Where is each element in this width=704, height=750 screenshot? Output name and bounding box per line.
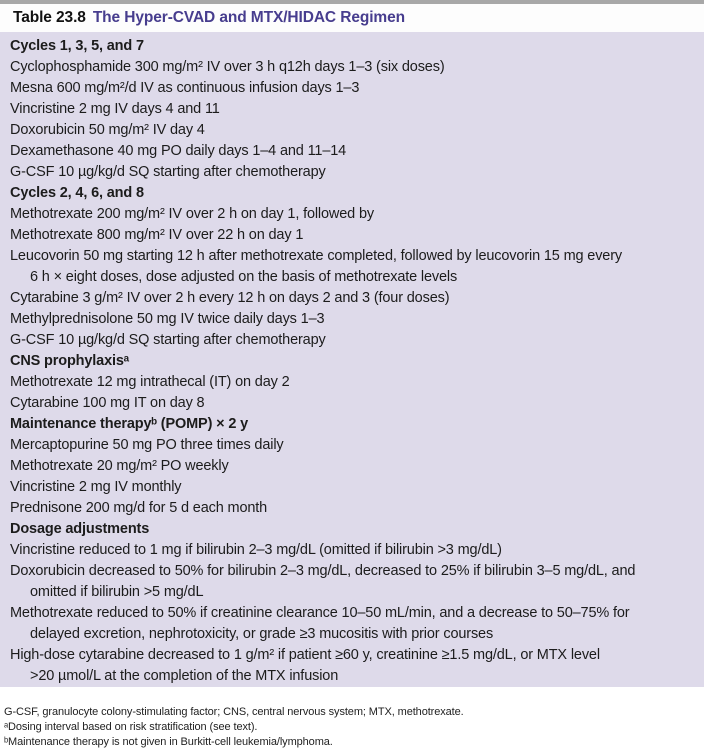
table-row: Cytarabine 3 g/m² IV over 2 h every 12 h on days 2 and 3 (four doses) bbox=[10, 290, 450, 306]
table-row: Methotrexate 800 mg/m² IV over 22 h on day 1 bbox=[10, 227, 304, 243]
table-footnotes bbox=[0, 705, 704, 750]
footnote: ᵇMaintenance therapy is not given in Burkitt-cell leukemia/lymphoma. bbox=[4, 736, 333, 748]
table-row: Leucovorin 50 mg starting 12 h after methotrexate completed, followed by leucovorin 15 mg every bbox=[10, 248, 623, 264]
section-header-row: Cycles 2, 4, 6, and 8 bbox=[10, 185, 144, 201]
table-row: Prednisone 200 mg/d for 5 d each month bbox=[10, 500, 268, 516]
table-row: G-CSF 10 µg/kg/d SQ starting after chemotherapy bbox=[10, 332, 326, 348]
table-row: Doxorubicin 50 mg/m² IV day 4 bbox=[10, 122, 205, 138]
table-row: delayed excretion, nephrotoxicity, or grade ≥3 mucositis with prior courses bbox=[30, 626, 494, 642]
section-header-row: Dosage adjustments bbox=[10, 521, 150, 537]
table-row: Methotrexate 12 mg intrathecal (IT) on day 2 bbox=[10, 374, 290, 390]
footnote: ᵃDosing interval based on risk stratification (see text). bbox=[4, 721, 258, 733]
section-header-row: Maintenance therapyᵇ (POMP) × 2 y bbox=[10, 416, 249, 432]
table-row: Mercaptopurine 50 mg PO three times daily bbox=[10, 437, 284, 453]
table-row: Methylprednisolone 50 mg IV twice daily days 1–3 bbox=[10, 311, 325, 327]
table-row: Vincristine 2 mg IV days 4 and 11 bbox=[10, 101, 220, 117]
table-row: 6 h × eight doses, dose adjusted on the basis of methotrexate levels bbox=[30, 269, 458, 285]
table-row: Cyclophosphamide 300 mg/m² IV over 3 h q12h days 1–3 (six doses) bbox=[10, 59, 445, 75]
table-row: High-dose cytarabine decreased to 1 g/m² if patient ≥60 y, creatinine ≥1.5 mg/dL, or MTX level bbox=[10, 647, 600, 663]
table-row: Cytarabine 100 mg IT on day 8 bbox=[10, 395, 205, 411]
table-row: Methotrexate 200 mg/m² IV over 2 h on day 1, followed by bbox=[10, 206, 374, 222]
table-row: Methotrexate reduced to 50% if creatinine clearance 10–50 mL/min, and a decrease to 50–75% for bbox=[10, 605, 630, 621]
table-title: The Hyper-CVAD and MTX/HIDAC Regimen bbox=[92, 9, 405, 26]
table-row: omitted if bilirubin >5 mg/dL bbox=[30, 584, 204, 600]
table-header bbox=[0, 4, 704, 32]
table-row: Methotrexate 20 mg/m² PO weekly bbox=[10, 458, 229, 474]
table-body bbox=[0, 32, 704, 687]
table-row: Vincristine reduced to 1 mg if bilirubin 2–3 mg/dL (omitted if bilirubin >3 mg/dL) bbox=[10, 542, 502, 558]
table-row: Mesna 600 mg/m²/d IV as continuous infusion days 1–3 bbox=[10, 80, 360, 96]
section-header-row: Cycles 1, 3, 5, and 7 bbox=[10, 38, 144, 54]
table-number-label: Table 23.8 bbox=[13, 9, 86, 26]
table-row: Dexamethasone 40 mg PO daily days 1–4 and 11–14 bbox=[10, 143, 347, 159]
table-row: Doxorubicin decreased to 50% for bilirubin 2–3 mg/dL, decreased to 25% if bilirubin 3–5 mg/dL, and bbox=[10, 563, 636, 579]
table-row: G-CSF 10 µg/kg/d SQ starting after chemotherapy bbox=[10, 164, 326, 180]
table-row: Vincristine 2 mg IV monthly bbox=[10, 479, 182, 495]
section-header-row: CNS prophylaxisᵃ bbox=[10, 353, 130, 369]
footnote: G-CSF, granulocyte colony-stimulating factor; CNS, central nervous system; MTX, methotrexate. bbox=[4, 706, 464, 718]
table-row: >20 µmol/L at the completion of the MTX infusion bbox=[30, 668, 339, 684]
